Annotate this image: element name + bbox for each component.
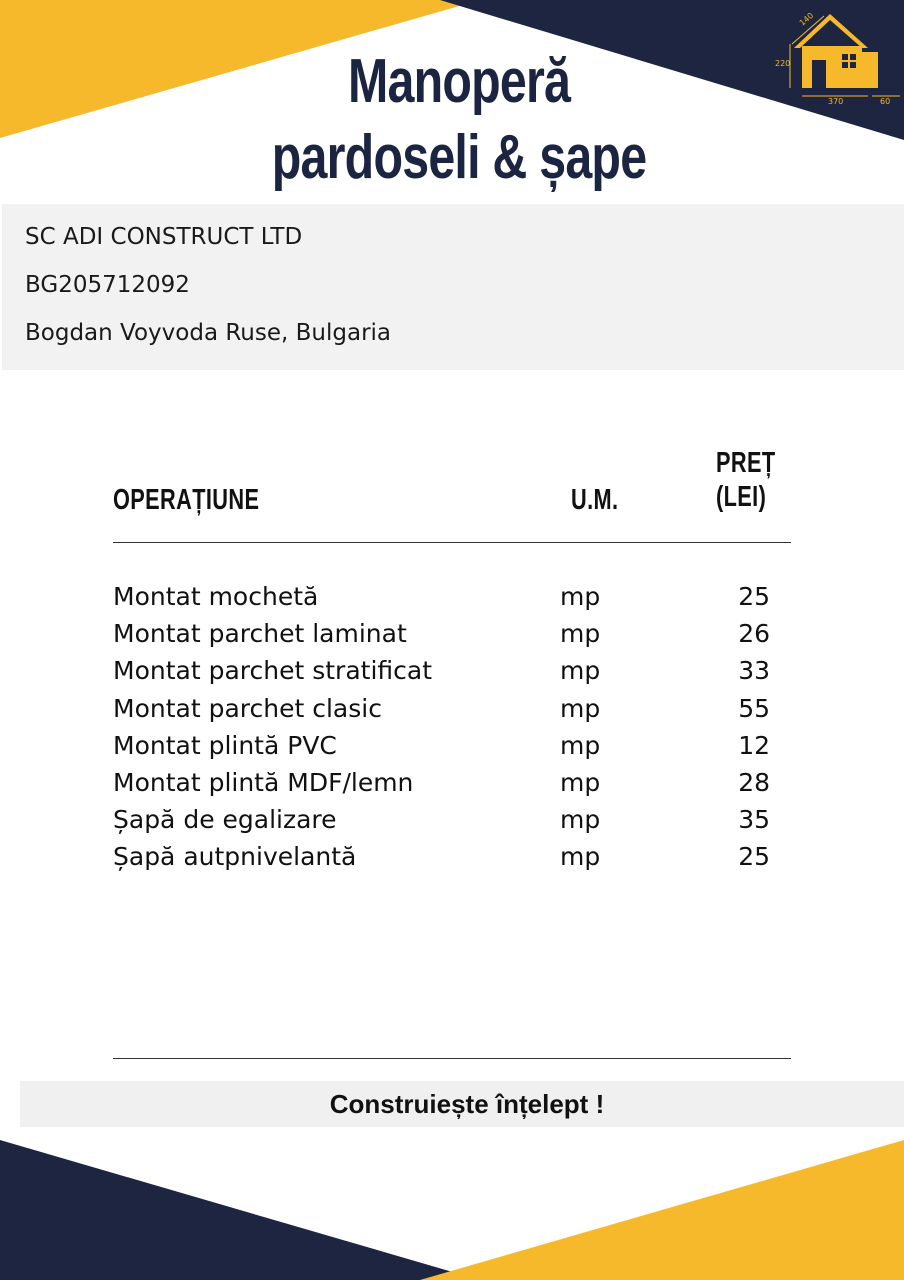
row-unit: mp [560, 582, 601, 611]
bottom-left-navy-band [0, 1140, 480, 1280]
header-divider [113, 542, 791, 543]
header-price [716, 446, 776, 514]
row-price: 25 [738, 582, 770, 611]
row-unit: mp [560, 619, 601, 649]
company-name: SC ADI CONSTRUCT LTD [25, 224, 303, 250]
row-operation: Montat parchet stratificat [113, 656, 433, 686]
bottom-right-yellow-band [420, 1140, 904, 1280]
table-row [0, 727, 904, 764]
logo-dim-roof: 140 [797, 10, 816, 28]
row-unit: mp [560, 842, 601, 872]
logo-dim-width: 370 [828, 97, 844, 106]
row-unit: mp [560, 767, 601, 797]
table-row [0, 690, 904, 727]
row-operation: Șapă autpnivelantă [113, 842, 357, 872]
row-operation: Montat plintă MDF/lemn [113, 767, 414, 797]
header-price-line-1: PREȚ [716, 447, 776, 479]
row-price: 35 [738, 805, 770, 835]
slogan-text: Construiește înțelept ! [329, 1089, 605, 1119]
row-operation: Șapă de egalizare [113, 805, 337, 835]
header-operation: OPERAȚIUNE [113, 484, 260, 516]
header-price-line-2: (LEI) [716, 481, 767, 513]
price-table-body [0, 578, 904, 876]
row-price: 33 [738, 656, 770, 686]
table-row [0, 652, 904, 689]
table-row [0, 615, 904, 652]
logo-dim-extra: 60 [880, 97, 891, 106]
row-unit: mp [560, 805, 601, 835]
company-vat: BG205712092 [25, 272, 190, 298]
table-row [0, 801, 904, 838]
row-price: 55 [738, 693, 770, 723]
row-operation: Montat mochetă [113, 582, 319, 611]
logo-dim-height: 220 [775, 59, 791, 68]
row-price: 25 [738, 842, 770, 872]
footer-divider [113, 1058, 791, 1059]
table-row [0, 838, 904, 875]
row-unit: mp [560, 693, 601, 723]
company-address: Bogdan Voyvoda Ruse, Bulgaria [25, 320, 392, 346]
table-row [0, 764, 904, 801]
slogan-panel [20, 1081, 904, 1127]
table-row [0, 578, 904, 615]
header-unit: U.M. [571, 484, 619, 516]
row-operation: Montat parchet clasic [113, 693, 382, 723]
company-info-panel [2, 204, 904, 370]
row-unit: mp [560, 730, 601, 760]
page-title-line-1: Manoperă [347, 47, 571, 116]
row-price: 28 [738, 767, 770, 797]
row-price: 12 [738, 730, 770, 760]
row-unit: mp [560, 656, 601, 686]
row-price: 26 [738, 619, 770, 649]
page-title-line-2: pardoseli & șape [271, 123, 647, 192]
row-operation: Montat plintă PVC [113, 730, 337, 760]
row-operation: Montat parchet laminat [113, 619, 407, 649]
